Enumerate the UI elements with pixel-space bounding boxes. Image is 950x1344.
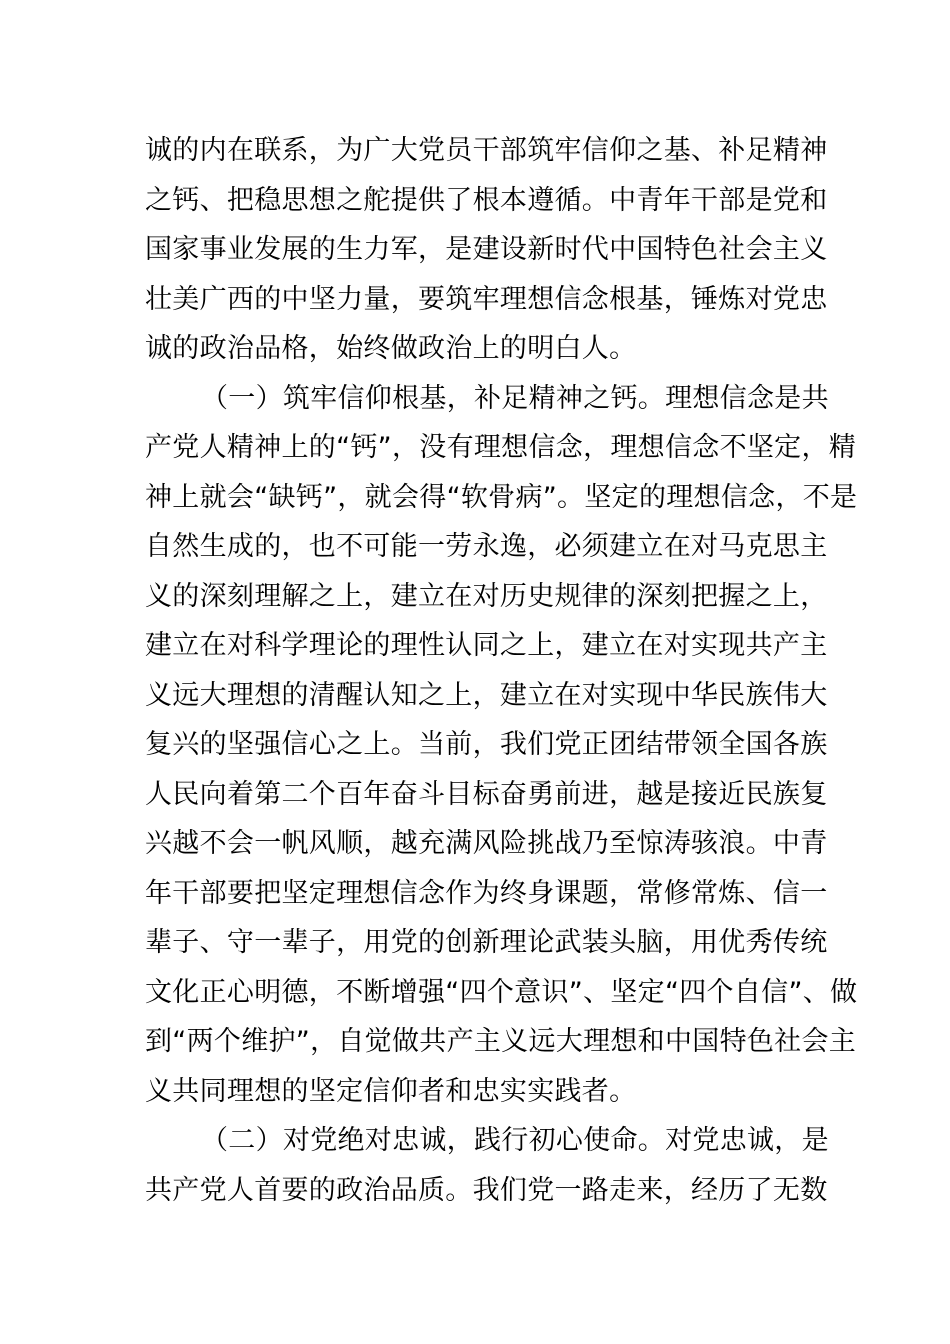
text-line: 壮美广西的中坚力量，要筑牢理想信念根基，锤炼对党忠 — [145, 283, 828, 315]
text-line: 国家事业发展的生力军，是建设新时代中国特色社会主义 — [145, 234, 828, 265]
text-line: 产党人精神上的“钙”，没有理想信念，理想信念不坚定，精 — [145, 432, 857, 463]
text-line: 辈子、守一辈子，用党的创新理论武装头脑，用优秀传统 — [145, 927, 828, 958]
text-line: 到“两个维护”，自觉做共产主义远大理想和中国特色社会主 — [145, 1026, 857, 1057]
text-line: 兴越不会一帆风顺，越充满风险挑战乃至惊涛骇浪。中青 — [145, 828, 828, 859]
text-line: 人民向着第二个百年奋斗目标奋勇前进，越是接近民族复 — [145, 778, 828, 810]
text-line: 共产党人首要的政治品质。我们党一路走来，经历了无数 — [145, 1174, 828, 1206]
text-line: 义共同理想的坚定信仰者和忠实实践者。 — [145, 1075, 637, 1107]
text-line: 神上就会“缺钙”，就会得“软骨病”。坚定的理想信念，不是 — [145, 481, 858, 513]
text-line: 义远大理想的清醒认知之上，建立在对实现中华民族伟大 — [145, 679, 828, 711]
text-line: 诚的政治品格，始终做政治上的明白人。 — [145, 333, 637, 364]
section-heading-line: （一）筑牢信仰根基，补足精神之钙。理想信念是共 — [201, 382, 829, 414]
text-line: 之钙、把稳思想之舵提供了根本遵循。中青年干部是党和 — [145, 184, 828, 216]
text-line: 年干部要把坚定理想信念作为终身课题，常修常炼、信一 — [145, 877, 828, 909]
body-text — [145, 126, 858, 1215]
text-line: 诚的内在联系，为广大党员干部筑牢信仰之基、补足精神 — [145, 135, 828, 166]
text-line: 文化正心明德，不断增强“四个意识”、坚定“四个自信”、做 — [145, 976, 858, 1008]
text-line: 义的深刻理解之上，建立在对历史规律的深刻把握之上， — [145, 580, 828, 612]
text-line: 复兴的坚强信心之上。当前，我们党正团结带领全国各族 — [145, 729, 828, 760]
text-line: 建立在对科学理论的理性认同之上，建立在对实现共产主 — [145, 630, 828, 661]
text-line: 自然生成的，也不可能一劳永逸，必须建立在对马克思主 — [145, 531, 828, 562]
section-heading-line: （二）对党绝对忠诚，践行初心使命。对党忠诚，是 — [201, 1125, 829, 1156]
